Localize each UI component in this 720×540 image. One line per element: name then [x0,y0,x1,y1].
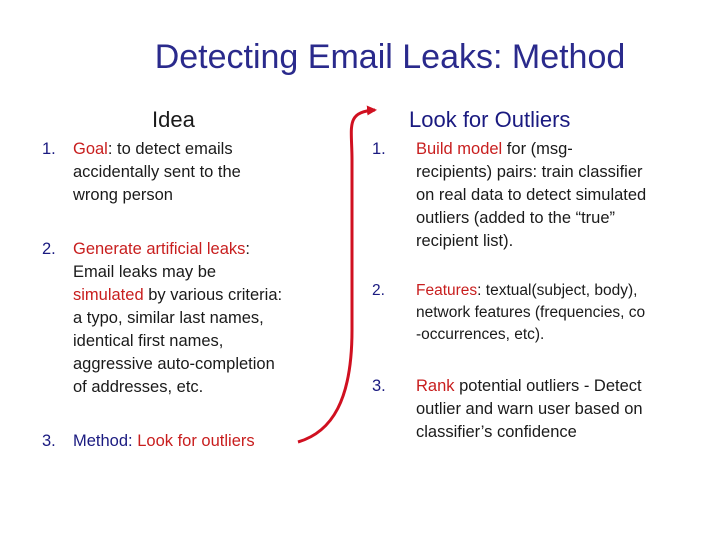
build-model-text: recipients) pairs: train classifier [416,163,643,181]
rank-text: classifier’s confidence [416,423,577,441]
generate-text: identical first names, [73,332,224,350]
method-term: Method [73,432,129,450]
rank-term: Rank [416,377,455,395]
rank-text: outlier and warn user based on [416,400,643,418]
item-number: 3. [372,377,386,395]
generate-colon: : [245,240,251,258]
goal-text: accidentally sent to the [73,163,241,181]
item-number: 2. [372,282,385,299]
build-model-term: Build model [416,140,503,158]
features-text: network features (frequencies, co [416,304,646,321]
item-number: 3. [42,432,56,450]
left-heading: Idea [152,107,195,132]
generate-text: of addresses, etc. [73,378,204,396]
right-heading: Look for Outliers [409,107,571,132]
build-model-text: recipient list). [416,232,514,250]
slide-title: Detecting Email Leaks: Method [154,38,626,76]
method-sep: : [128,432,138,450]
rank-text: potential outliers - Detect [454,377,642,395]
build-model-text: for (msg- [502,140,573,158]
generate-term: Generate artificial leaks [73,240,246,258]
generate-text: a typo, similar last names, [73,309,264,327]
method-value: Look for outliers [137,432,255,450]
arrow-curve [298,110,375,442]
generate-text: aggressive auto-completion [73,355,275,373]
item-number: 1. [42,140,56,158]
build-model-text: outliers (added to the “true” [416,209,616,227]
features-text: -occurrences, etc). [416,326,545,343]
goal-text: wrong person [73,186,173,204]
build-model-text: on real data to detect simulated [416,186,647,204]
features-text: : textual(subject, body), [477,282,638,299]
features-term: Features [416,282,478,299]
item-number: 2. [42,240,56,258]
goal-text: : to detect emails [107,140,233,158]
goal-term: Goal [73,140,108,158]
simulated-term: simulated [73,286,144,304]
generate-text: Email leaks may be [73,263,217,281]
generate-text: by various criteria: [143,286,283,304]
item-number: 1. [372,140,386,158]
